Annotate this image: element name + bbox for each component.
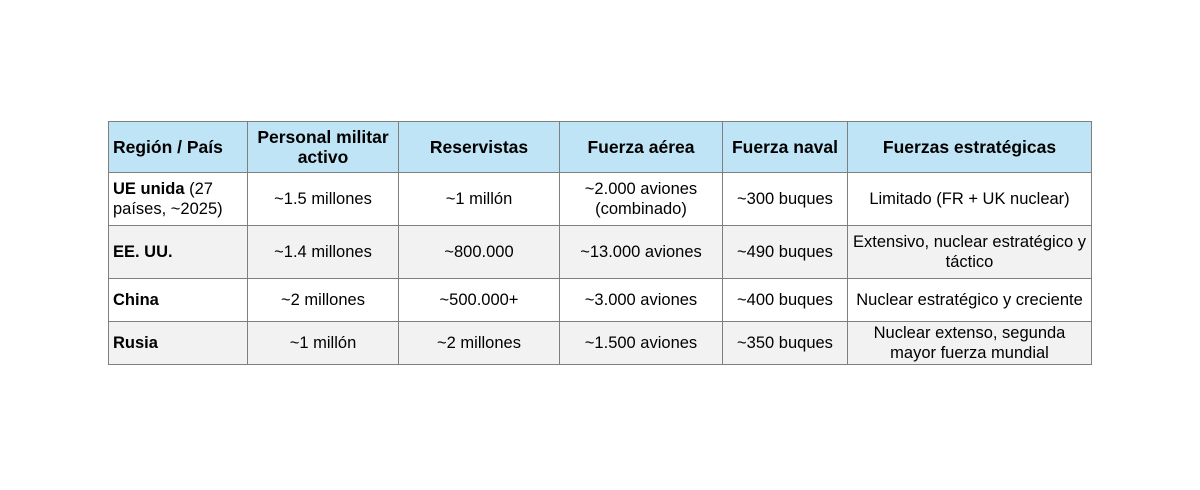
cell-personal: ~1.4 millones	[248, 226, 399, 279]
cell-reservistas: ~800.000	[399, 226, 560, 279]
cell-reservistas: ~500.000+	[399, 279, 560, 322]
cell-aerea: ~13.000 aviones	[560, 226, 723, 279]
table-row	[109, 173, 1092, 226]
cell-personal: ~1.5 millones	[248, 173, 399, 226]
cell-estrategicas: Limitado (FR + UK nuclear)	[848, 173, 1092, 226]
header-personal: Personal militar activo	[248, 122, 399, 173]
table-header-row	[109, 122, 1092, 173]
cell-estrategicas: Nuclear extenso, segunda mayor fuerza mundial	[848, 322, 1092, 365]
cell-reservistas: ~1 millón	[399, 173, 560, 226]
header-region: Región / País	[109, 122, 248, 173]
cell-naval: ~490 buques	[723, 226, 848, 279]
cell-naval: ~300 buques	[723, 173, 848, 226]
region-name: China	[113, 291, 159, 309]
region-name: Rusia	[113, 334, 158, 352]
header-reservistas: Reservistas	[399, 122, 560, 173]
region-name: EE. UU.	[113, 243, 173, 261]
region-name: UE unida	[113, 180, 185, 198]
cell-reservistas: ~2 millones	[399, 322, 560, 365]
region-note: (27 países, ~2025)	[113, 180, 223, 218]
cell-region	[109, 226, 248, 279]
cell-personal: ~2 millones	[248, 279, 399, 322]
table-row	[109, 226, 1092, 279]
cell-region	[109, 322, 248, 365]
header-estrategicas: Fuerzas estratégicas	[848, 122, 1092, 173]
cell-estrategicas: Nuclear estratégico y creciente	[848, 279, 1092, 322]
military-comparison-table	[108, 121, 1092, 365]
cell-estrategicas: Extensivo, nuclear estratégico y táctico	[848, 226, 1092, 279]
cell-personal: ~1 millón	[248, 322, 399, 365]
cell-naval: ~350 buques	[723, 322, 848, 365]
table-row	[109, 279, 1092, 322]
cell-region	[109, 173, 248, 226]
cell-naval: ~400 buques	[723, 279, 848, 322]
cell-region	[109, 279, 248, 322]
cell-aerea: ~2.000 aviones (combinado)	[560, 173, 723, 226]
cell-aerea: ~1.500 aviones	[560, 322, 723, 365]
table-row	[109, 322, 1092, 365]
header-naval: Fuerza naval	[723, 122, 848, 173]
cell-aerea: ~3.000 aviones	[560, 279, 723, 322]
header-aerea: Fuerza aérea	[560, 122, 723, 173]
